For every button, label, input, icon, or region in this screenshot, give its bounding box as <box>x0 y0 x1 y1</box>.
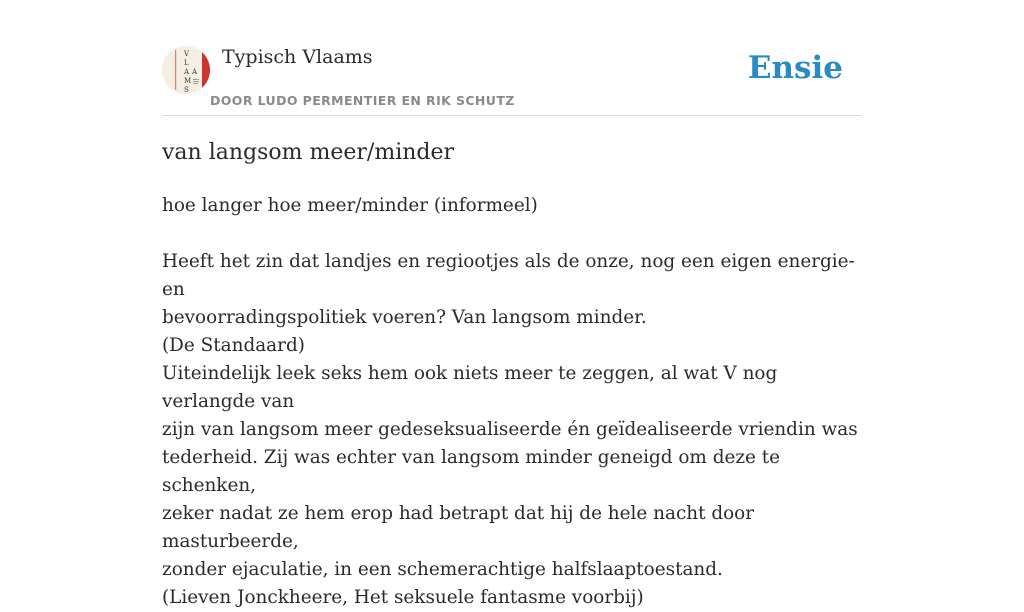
book-title-link[interactable]: Typisch Vlaams <box>222 46 373 68</box>
book-byline: DOOR LUDO PERMENTIER EN RIK SCHUTZ <box>210 93 515 108</box>
logo-letter: A <box>184 68 190 76</box>
example-line: zijn van langsom meer gedeseksualiseerde én geïdealiseerde vriendin was <box>162 419 858 440</box>
book-cover-logo[interactable] <box>162 46 210 94</box>
entry-content <box>162 192 862 612</box>
logo-letter: S <box>184 86 189 94</box>
example-line: bevoorradingspolitiek voeren? Van langsom minder. <box>162 307 647 328</box>
example-line: zonder ejaculatie, in een schemerachtige halfslaaptoestand. <box>162 559 723 580</box>
spacer <box>162 220 862 248</box>
example-line: Uiteindelijk leek seks hem ook niets meer te zeggen, al wat V nog verlangde van <box>162 363 778 412</box>
example-line: tederheid. Zij was echter van langsom minder geneigd om deze te schenken, <box>162 447 781 496</box>
entry-title: van langsom meer/minder <box>162 140 455 165</box>
example-source: (Lieven Jonckheere, Het seksuele fantasme voorbij) <box>162 587 644 608</box>
logo-letter: V <box>184 50 190 58</box>
entry-definition: hoe langer hoe meer/minder (informeel) <box>162 195 538 216</box>
example-line: Heeft het zin dat landjes en regiootjes als de onze, nog een eigen energie- en <box>162 251 855 300</box>
ensie-logo-link[interactable]: Ensie <box>747 50 843 86</box>
logo-letter: L <box>184 59 189 67</box>
book-cover-icon <box>162 46 210 94</box>
example-line: zeker nadat ze hem erop had betrapt dat hij de hele nacht door masturbeerde, <box>162 503 755 552</box>
logo-letter: A <box>192 68 198 76</box>
site-header <box>162 42 862 116</box>
example-source: (De Standaard) <box>162 335 305 356</box>
logo-letter: M <box>184 77 192 85</box>
